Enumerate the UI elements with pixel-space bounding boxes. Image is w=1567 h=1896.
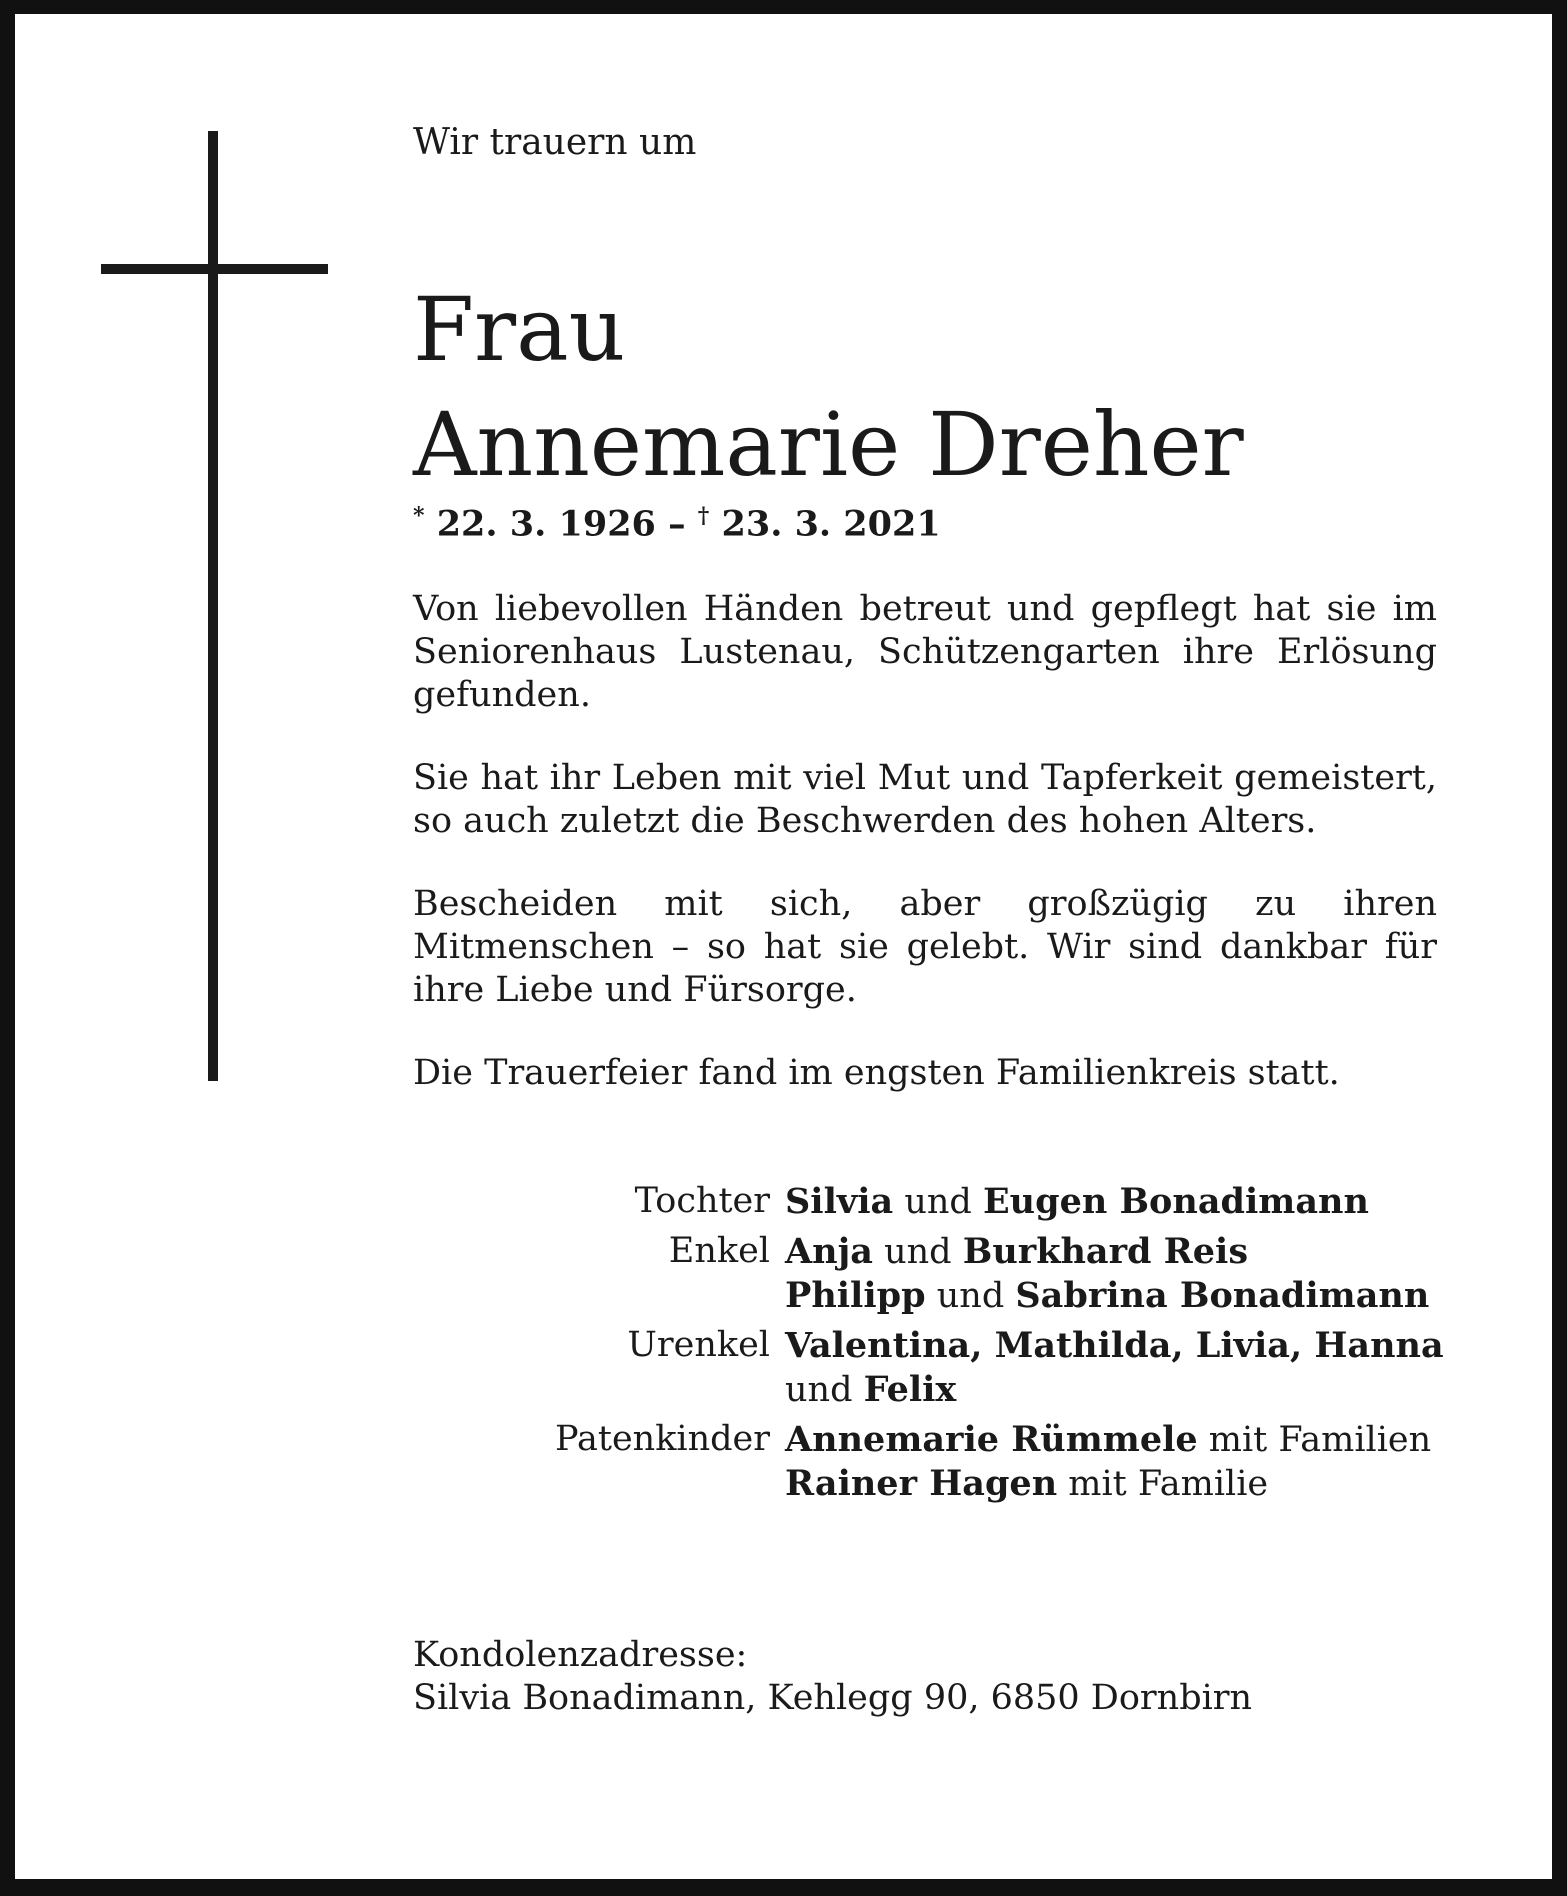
address-line: Silvia Bonadimann, Kehlegg 90, 6850 Dornbirn <box>413 1678 1253 1718</box>
conjunction: und <box>785 1370 853 1410</box>
death-date: 23. 3. 2021 <box>721 503 941 545</box>
family-row-patenkinder <box>513 1418 1444 1506</box>
person-name: Silvia <box>785 1181 894 1222</box>
family-row-enkel <box>513 1230 1444 1318</box>
date-separator: – <box>668 503 686 545</box>
cross-icon-horizontal-bar <box>101 264 328 274</box>
obituary-notice <box>15 14 1552 1879</box>
person-names: Valentina, Mathilda, Livia, Hanna <box>785 1325 1444 1366</box>
conjunction: und <box>936 1276 1005 1316</box>
address-label: Kondolenzadresse: <box>413 1635 748 1675</box>
relation-names <box>785 1418 1431 1506</box>
name-full: Annemarie Dreher <box>413 393 1244 496</box>
conjunction: und <box>904 1182 972 1222</box>
notice-body <box>413 588 1437 1135</box>
relation-label: Patenkinder <box>555 1419 770 1459</box>
condolence-address <box>413 1634 1252 1720</box>
deceased-name <box>413 272 1244 502</box>
person-name: Eugen Bonadimann <box>982 1181 1369 1222</box>
relation-label: Tochter <box>634 1181 770 1221</box>
name-suffix: mit Familien <box>1208 1420 1432 1460</box>
person-name: Rainer Hagen <box>785 1463 1058 1504</box>
life-dates <box>413 503 941 545</box>
family-list <box>513 1180 1444 1512</box>
paragraph: Sie hat ihr Leben mit viel Mut und Tapferkeit gemeistert, so auch zuletzt die Beschwerden des hohen Alters. <box>413 758 1437 841</box>
relation-label: Urenkel <box>627 1325 770 1365</box>
intro-text: Wir trauern um <box>413 122 697 163</box>
person-name: Annemarie Rümmele <box>785 1419 1198 1460</box>
person-name: Felix <box>863 1369 957 1410</box>
person-name: Burkhard Reis <box>962 1231 1249 1272</box>
conjunction: und <box>884 1232 952 1272</box>
relation-names <box>785 1230 1429 1318</box>
paragraph: Die Trauerfeier fand im engsten Familienkreis statt. <box>413 1053 1340 1093</box>
family-row-urenkel <box>513 1324 1444 1412</box>
paragraph: Bescheiden mit sich, aber großzügig zu ihren Mitmenschen – so hat sie gelebt. Wir sind dankbar für ihre Liebe und Fürsorge. <box>413 884 1437 1010</box>
relation-names <box>785 1324 1444 1412</box>
person-name: Anja <box>785 1231 873 1272</box>
family-row-tochter <box>513 1180 1444 1224</box>
person-name: Sabrina Bonadimann <box>1015 1275 1430 1316</box>
death-symbol: † <box>697 503 710 529</box>
birth-date: 22. 3. 1926 <box>436 503 656 545</box>
birth-symbol: * <box>413 503 425 529</box>
name-title: Frau <box>413 278 626 381</box>
relation-names <box>785 1180 1369 1224</box>
relation-label: Enkel <box>668 1231 770 1271</box>
person-name: Philipp <box>785 1275 926 1316</box>
paragraph: Von liebevollen Händen betreut und gepflegt hat sie im Seniorenhaus Lustenau, Schützengarten ihre Erlösung gefunden. <box>413 589 1437 715</box>
name-suffix: mit Familie <box>1068 1464 1269 1504</box>
